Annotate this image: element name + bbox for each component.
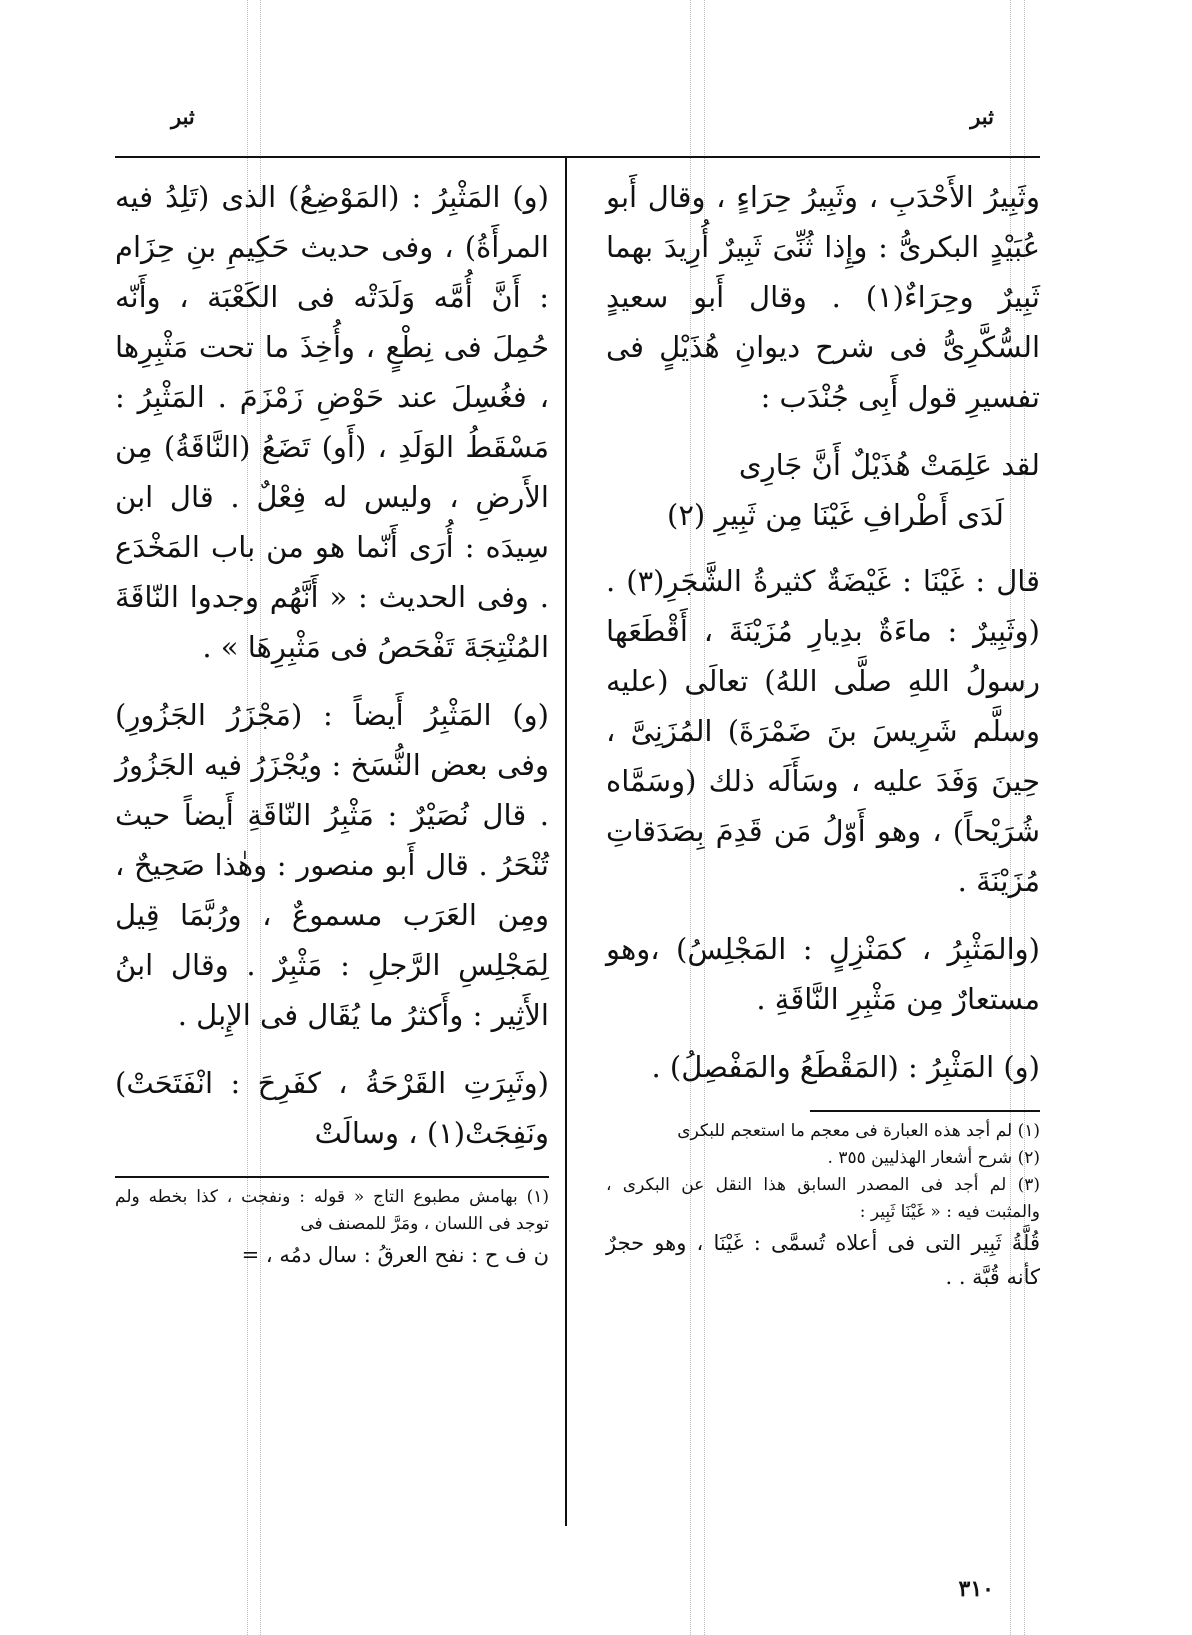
- page-number: ٣١٠: [958, 1576, 994, 1602]
- entry-paragraph: (و) المَثْبِرُ أَيضاً : (مَجْزَرُ الجَزُورِ) وفى بعض النُّسَخ : ويُجْزَرُ فيه الجَزُورُ . قال نُصَيْرٌ : مَثْبِرُ النّاقَةِ أَيضاً حيث تُنْحَرُ . قال أَبو منصور : وهٰذا صَحِيحٌ ، ومِن العَرَب مسموعٌ ، ورُبَّمَا قِيل لِمَجْلِسِ الرَّجلِ : مَثْبِرٌ . وقال ابنُ الأَثِير : وأَكثرُ ما يُقَال فى الإِبل .: [115, 698, 549, 1032]
- running-head-right: ثبر: [970, 104, 994, 129]
- entry-paragraph: (و) المَثْبِرُ : (المَوْضِعُ) الذى (تَلِدُ فيه المرأَةُ) ، وفى حديث حَكِيمِ بنِ حِزَام : أَنَّ أُمَّه وَلَدَتْه فى الكَعْبَة ، وأَنّه حُمِلَ فى نِطْعٍ ، وأُخِذَ ما تحت مَثْبِرِها ، فغُسِلَ عند حَوْضِ زَمْزَمَ . المَثْبِرُ : مَسْقَطُ الوَلَدِ ، (أَو) تَضَعُ (النَّاقَةُ) مِن الأَرضِ ، وليس له فِعْلٌ . قال ابن سِيدَه : أُرَى أَنّما هو من باب المَخْدَع . وفى الحديث : « أَنَّهُم وجدوا النّاقَةَ المُنْتِجَةَ تَفْحَصُ فى مَثْبِرِهَا » .: [115, 180, 549, 664]
- entry-paragraph: (والمَثْبِرُ ، كمَنْزِلٍ : المَجْلِسُ) ،وهو مستعارٌ مِن مَثْبِرِ النَّاقَةِ .: [606, 932, 1040, 1016]
- right-column: [606, 172, 1040, 1294]
- verse-line-2: لَدَى أَطْرافِ غَيْنَا مِن ثَبِيرِ (٢): [666, 498, 1004, 532]
- poetry-verse: [606, 440, 1040, 540]
- running-head-left: ثبر: [171, 104, 195, 129]
- verse-line-1: لقد عَلِمَتْ هُذَيْلٌ أَنَّ جَارِى: [738, 448, 1040, 482]
- left-column: [115, 172, 549, 1272]
- entry-paragraph: وثَبِيرُ الأَحْدَبِ ، وثَبِيرُ حِرَاءٍ ، وقال أَبو عُبَيْدٍ البكرىُّ : وإِذا ثُنِّىَ ثَبِيرٌ أُرِيدَ بهما ثَبِيرٌ وحِرَاءٌ(١) . وقال أَبو سعيدٍ السُّكَّرِىُّ فى شرح ديوانِ هُذَيْلٍ فى تفسيرِ قول أَبِى جُنْدَب :: [606, 180, 1040, 414]
- footnote: (٣) لم أجد فى المصدر السابق هذا النقل عن البكرى ، والمثبت فيه : « غَيْنَا ثَبِير :: [606, 1175, 1040, 1222]
- footnote: (٢) شرح أشعار الهذليين ٣٥٥ .: [827, 1148, 1040, 1168]
- entry-paragraph: قال : غَيْنَا : غَيْضَةٌ كثيرةُ الشَّجَرِ(٣) . (وثَبِيرٌ : ماءَةٌ بدِيارِ مُزَيْنَةَ ، أَقْطَعَها رسولُ اللهِ صلَّى اللهُ) تعالَى (عليه وسلَّم شَرِيسَ بنَ ضَمْرَةَ) المُزَنِىَّ ، حِينَ وَفَدَ عليه ، وسَأَلَه ذلك (وسَمَّاه شُرَيْحاً) ، وهو أَوّلُ مَن قَدِمَ بِصَدَقاتِ مُزَيْنَةَ .: [606, 564, 1040, 898]
- dictionary-page: [115, 92, 1040, 1612]
- footnote-continuation: قُلَّةُ ثَبِير التى فى أعلاه تُسمَّى : غَيْنَا ، وهو حجرٌ كأنه قُبَّة . .: [606, 1231, 1040, 1289]
- entry-paragraph: (و) المَثْبِرُ : (المَقْطَعُ والمَفْصِلُ) .: [651, 1050, 1040, 1084]
- footnotes: [115, 1184, 549, 1272]
- entry-paragraph: (وثَبِرَتِ القَرْحَةُ ، كفَرِحَ : انْفَتَحَتْ) ونَفِجَتْ(١) ، وسالَتْ: [115, 1066, 549, 1150]
- footnote-continuation: ن ف ح : نفح العرقُ : سال دمُه ، =: [241, 1243, 549, 1267]
- footnote-rule: [115, 1176, 549, 1178]
- column-divider: [565, 158, 567, 1526]
- footnote: (١) لم أجد هذه العبارة فى معجم ما استعجم للبكرى: [677, 1121, 1040, 1141]
- footnote-rule: [810, 1110, 1040, 1112]
- header-rule: [115, 156, 1040, 158]
- footnote: (١) بهامش مطبوع التاج « قوله : ونفجت ، كذا بخطه ولم توجد فى اللسان ، ومَرَّ للمصنف فى: [115, 1187, 549, 1234]
- footnotes: [606, 1118, 1040, 1294]
